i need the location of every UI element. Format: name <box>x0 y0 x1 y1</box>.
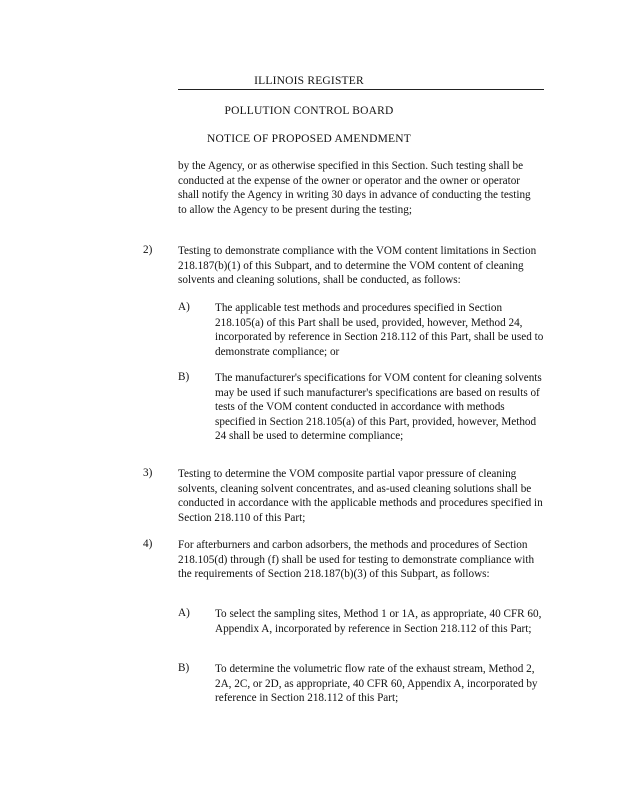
item-4-text: For afterburners and carbon adsorbers, the methods and procedures of Section 218.105(d) through (f) shall be used for testing to demonstrate compliance with the requirements of Section 218.187(b)(3) of this Subpart, as follows: <box>178 539 535 581</box>
notice-title: NOTICE OF PROPOSED AMENDMENT <box>207 133 411 145</box>
item-4-label: 4) <box>143 538 153 550</box>
item-2b-label: B) <box>178 371 190 383</box>
continuation-paragraph: by the Agency, or as otherwise specified in this Section. Such testing shall be conducted at the expense of the owner or operator and the owner or operator shall notify the Agency in writing 30 days in advance of conducting the testing to allow the Agency to be present during the testing; <box>178 160 531 216</box>
item-2-label: 2) <box>143 244 153 256</box>
item-3-text: Testing to determine the VOM composite partial vapor pressure of cleaning solvents, cleaning solvent concentrates, and as-used cleaning solutions shall be conducted in accordance with the applicable methods and procedures specified in Section 218.110 of this Part; <box>178 468 543 524</box>
item-4b-text: To determine the volumetric flow rate of the exhaust stream, Method 2, 2A, 2C, or 2D, as appropriate, 40 CFR 60, Appendix A, incorporated by reference in Section 218.112 of this Part; <box>215 663 538 705</box>
item-4a-label: A) <box>178 607 190 619</box>
item-2b-text: The manufacturer's specifications for VOM content for cleaning solvents may be used if such manufacturer's specifications are based on results of tests of the VOM content conducted in accordance with methods specified in Section 218.105(a) of this Part, provided, however, Method 24 shall be used to determine compliance; <box>215 372 542 443</box>
board-title: POLLUTION CONTROL BOARD <box>224 105 394 117</box>
item-2a-label: A) <box>178 301 190 313</box>
header-rule <box>178 89 544 90</box>
register-title: ILLINOIS REGISTER <box>254 75 364 87</box>
item-2a-text: The applicable test methods and procedures specified in Section 218.105(a) of this Part shall be used, provided, however, Method 24, incorporated by reference in Section 218.112 of this Part, shall be used to demonstrate compliance; or <box>215 302 544 358</box>
item-4a-text: To select the sampling sites, Method 1 or 1A, as appropriate, 40 CFR 60, Appendix A, incorporated by reference in Section 218.112 of this Part; <box>215 608 542 635</box>
item-2-text: Testing to demonstrate compliance with the VOM content limitations in Section 218.187(b)(1) of this Subpart, and to determine the VOM content of cleaning solvents and cleaning solutions, shall be conducted, as follows: <box>178 245 537 287</box>
item-3-label: 3) <box>143 467 153 479</box>
item-4b-label: B) <box>178 662 190 674</box>
